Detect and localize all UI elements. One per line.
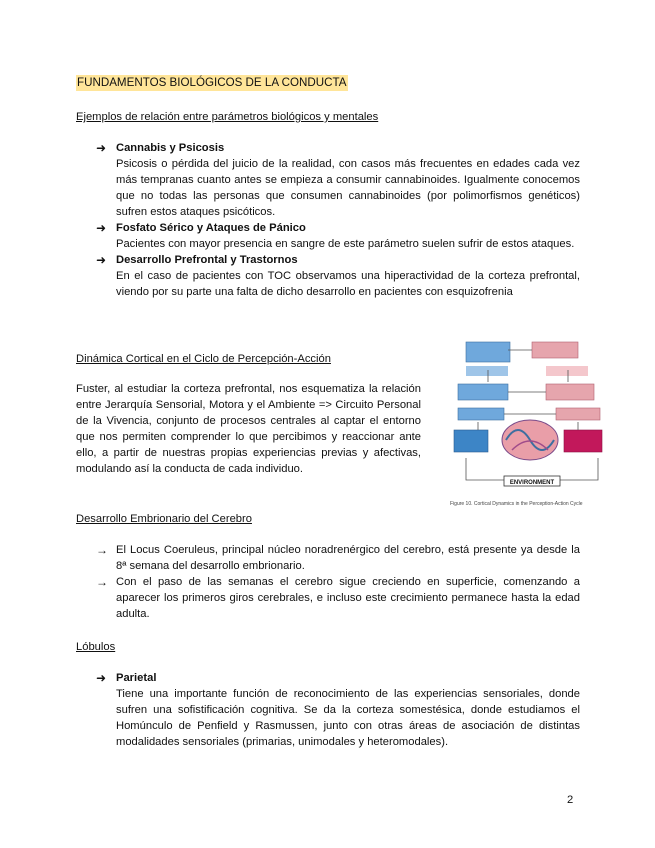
list-item: [96, 140, 580, 220]
item-body: En el caso de pacientes con TOC observamos una hiperactividad de la corteza prefrontal, viendo por su parte una falta de dicho desarrollo en pacientes con esquizofrenia: [116, 270, 580, 298]
item-body: Con el paso de las semanas el cerebro sigue creciendo en superficie, comenzando a aparecer los primeros giros cerebrales, e incluso este crecimiento permanece hasta la edad adulta.: [116, 576, 580, 620]
sensory-box: [466, 342, 510, 362]
motor-cortex-box: [564, 430, 602, 452]
item-body: Psicosis o pérdida del juicio de la realidad, con casos más frecuentes en edades cada vez más tempranas cuanto antes se empieza a consumir cannabinoides. Igualmente conocemos que no todas las personas que consumen cannabinoides (por polimorfismos genéticos) sufren estos ataques psicóticos.: [116, 158, 580, 218]
arrow-right-icon: ➜: [96, 221, 107, 235]
environment-label: ENVIRONMENT: [509, 480, 555, 486]
item-heading: Parietal: [116, 672, 157, 684]
arrow-right-icon: ➜: [96, 671, 107, 685]
item-heading: Fosfato Sérico y Ataques de Pánico: [116, 222, 306, 234]
motor-box: [546, 384, 594, 400]
sensory-box: [458, 408, 504, 420]
figure-diagram: [448, 340, 613, 500]
item-body: El Locus Coeruleus, principal núcleo noradrenérgico del cerebro, está presente ya desde la 8ª semana del desarrollo embrionario.: [116, 544, 580, 572]
section-heading-cortical: Dinámica Cortical en el Ciclo de Percepción-Acción: [76, 353, 331, 365]
arrow-right-icon: ➜: [96, 141, 107, 155]
motor-box: [556, 408, 600, 420]
examples-list: [96, 140, 580, 300]
motor-box: [546, 366, 588, 376]
motor-box: [532, 342, 578, 358]
sensory-box: [458, 384, 508, 400]
section-heading-lobes: Lóbulos: [76, 641, 116, 653]
page-title: FUNDAMENTOS BIOLÓGICOS DE LA CONDUCTA: [77, 76, 347, 89]
arrow-right-icon: ➜: [96, 253, 107, 267]
item-heading: Cannabis y Psicosis: [116, 142, 225, 154]
perception-action-figure: [448, 340, 613, 500]
item-body: Tiene una importante función de reconocimiento de las experiencias sensoriales, donde sufren una sofistificación cognitiva. Se da la corteza somestésica, donde estudiamos el Homúnculo de Penfield y Rasmussen, junto con otras áreas de asociación de distintas modalidades sensoriales (primarias, unimodales y heteromodales).: [116, 688, 580, 748]
figure-caption: Figure 10. Cortical Dynamics in the Perception-Action Cycle: [450, 501, 583, 507]
item-heading: Desarrollo Prefrontal y Trastornos: [116, 254, 298, 266]
item-body: Pacientes con mayor presencia en sangre de este parámetro suelen sufrir de estos ataques.: [116, 238, 575, 250]
embryonic-list: [96, 542, 580, 622]
arrow-right-icon: →: [96, 543, 108, 557]
list-item: [96, 542, 580, 574]
page-number: 2: [567, 794, 574, 806]
list-item: [96, 252, 580, 300]
list-item: [96, 670, 580, 750]
list-item: [96, 220, 580, 252]
section-heading-examples: Ejemplos de relación entre parámetros biológicos y mentales: [76, 111, 379, 123]
cortical-paragraph: Fuster, al estudiar la corteza prefrontal, nos esquematiza la relación entre Jerarquía Sensorial, Motora y el Ambiente => Circuito Personal de la Vivencia, conjunto de procesos centrales al captar el entorno que nos permiten comprender lo que percibimos y reaccionar ante ello, a partir de nuestras propias experiencias previas y afectivas, modulando así la conducta de cada individuo.: [76, 383, 421, 475]
lobes-list: [96, 670, 580, 750]
arrow-right-icon: →: [96, 575, 108, 589]
sensory-cortex-box: [454, 430, 488, 452]
list-item: [96, 574, 580, 622]
sensory-box: [466, 366, 508, 376]
section-heading-embryonic: Desarrollo Embrionario del Cerebro: [76, 513, 252, 525]
